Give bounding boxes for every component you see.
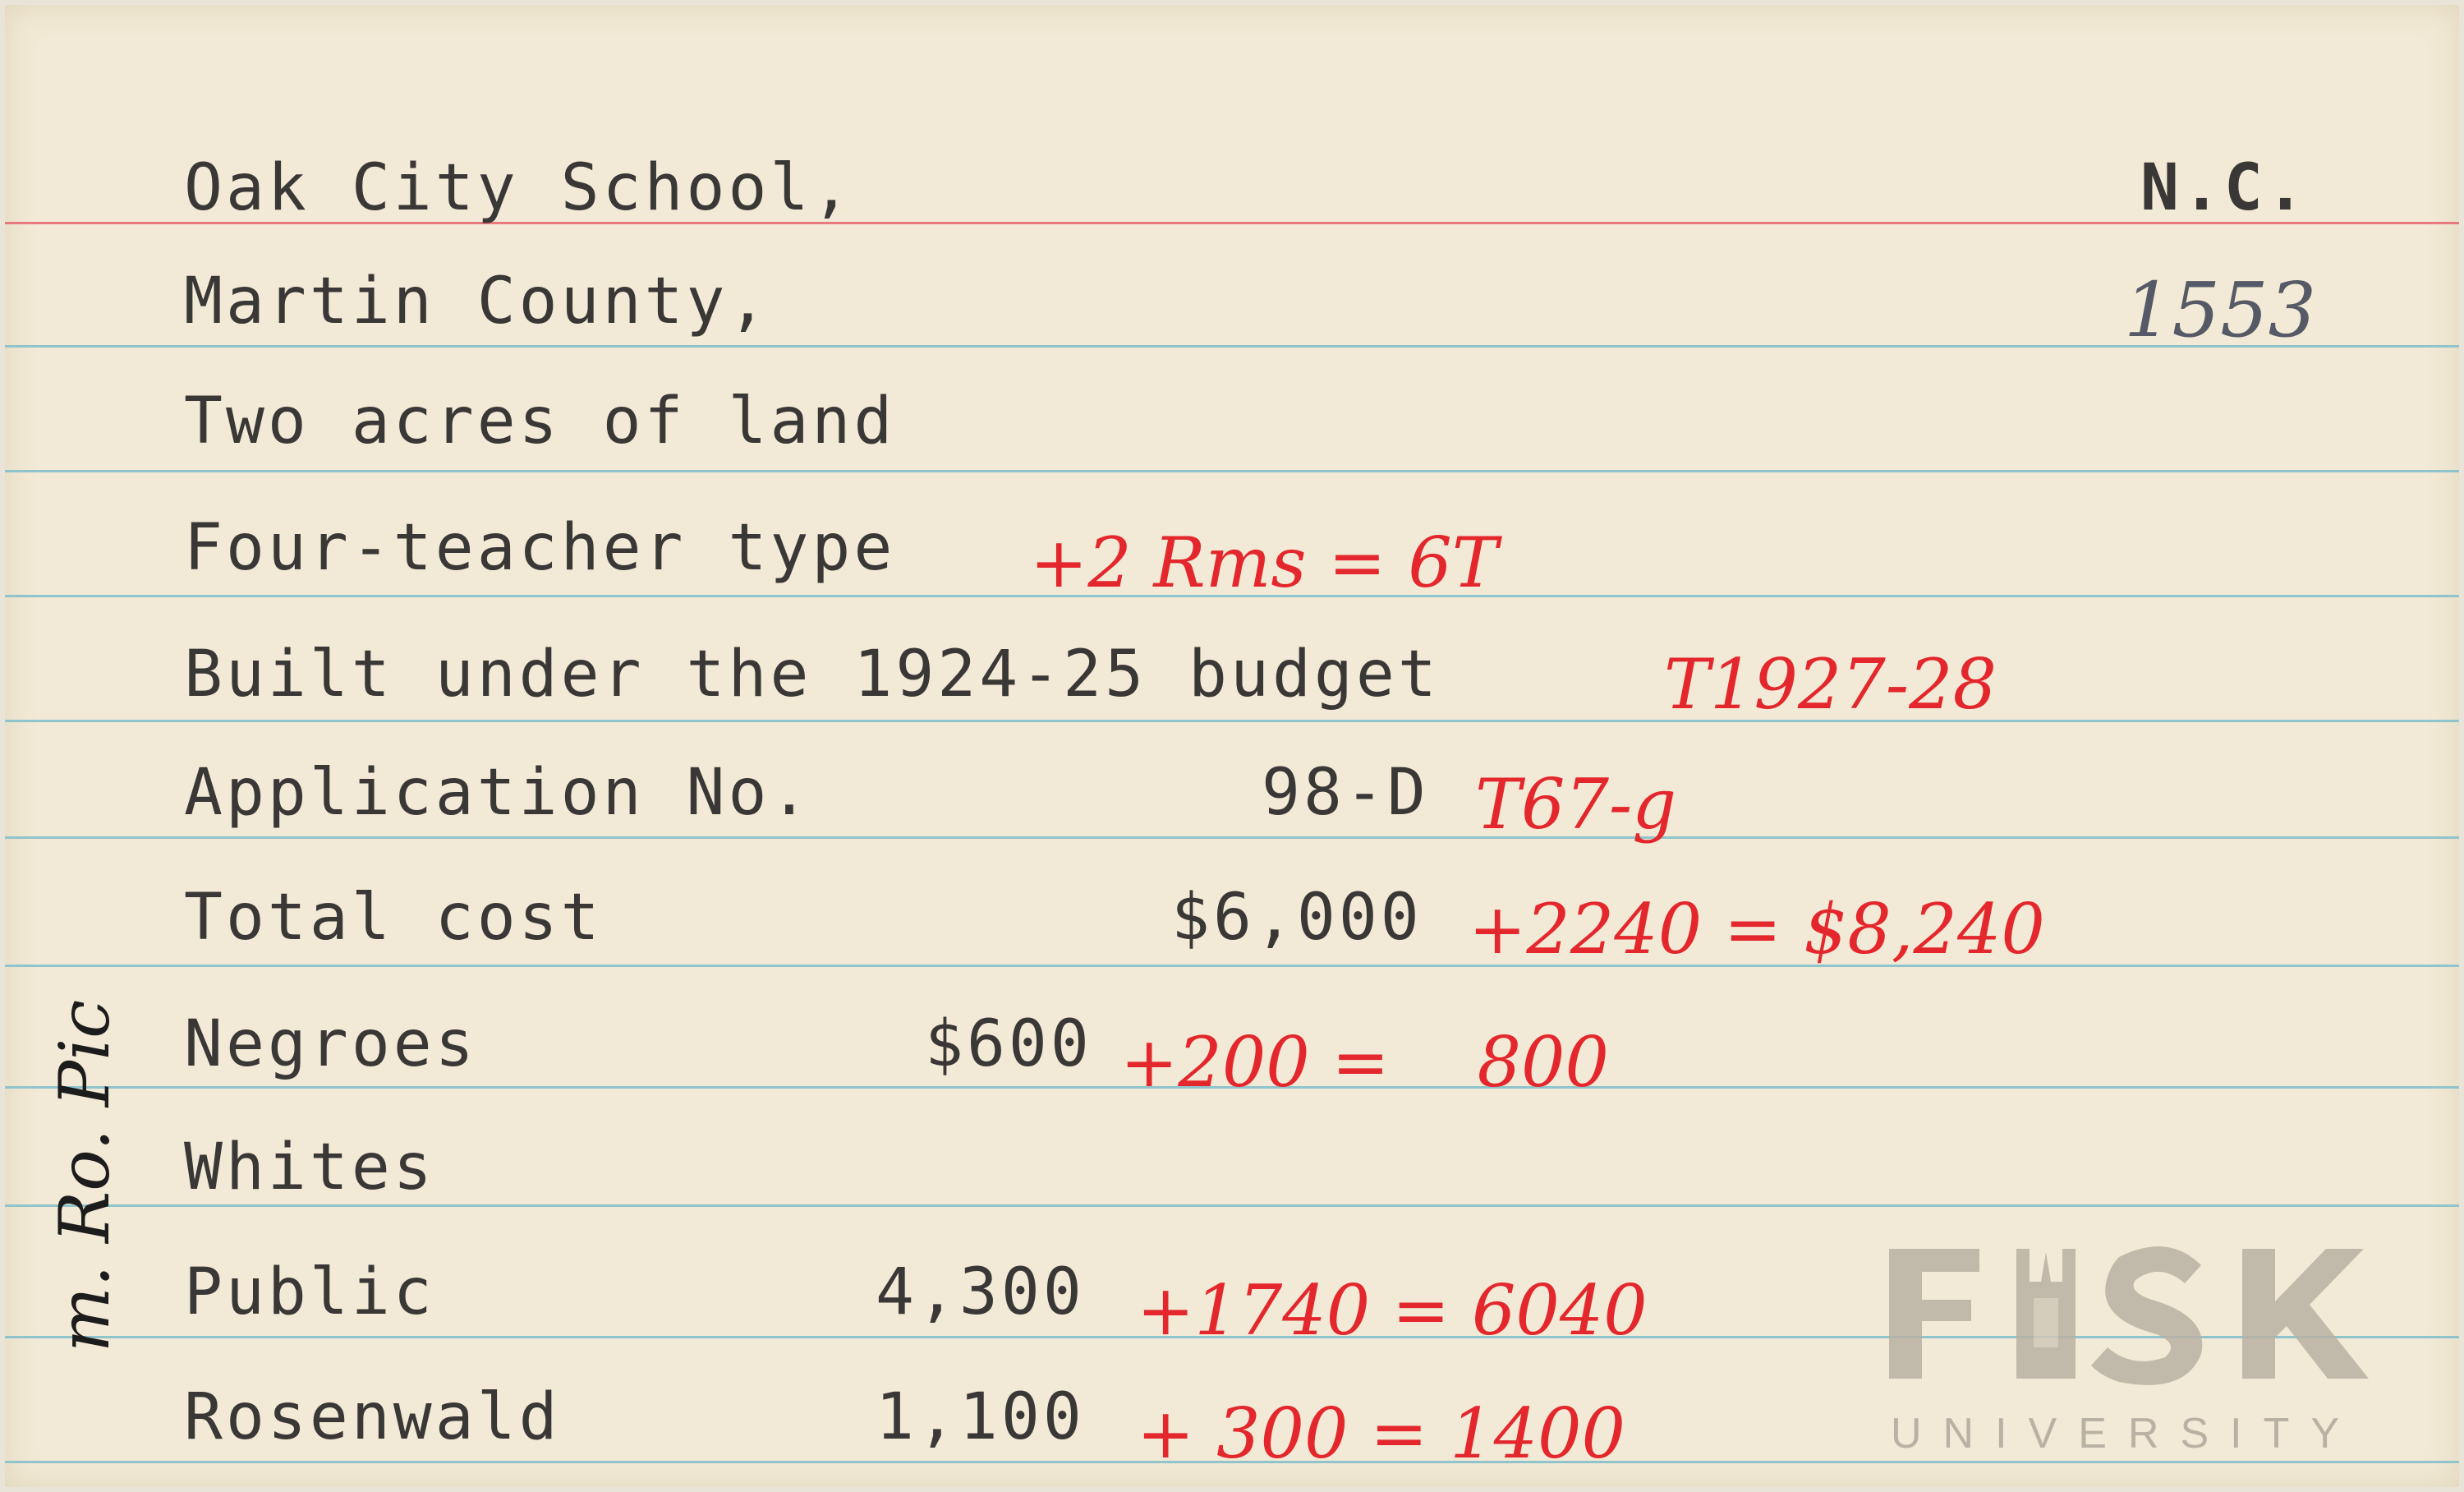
total-cost-annotation: +2240 = $8,240 (1469, 889, 2045, 969)
building-type: Four-teacher type (184, 511, 896, 585)
county-name: Martin County, (184, 265, 770, 338)
rosenwald-annotation: + 300 = 1400 (1137, 1393, 1625, 1474)
state-abbrev: N.C. (2140, 151, 2308, 225)
negroes-annotation: +200 = 800 (1120, 1022, 1609, 1103)
blue-rule (5, 1204, 2459, 1207)
total-cost-label: Total cost (184, 881, 603, 955)
application-number: 98-D (1262, 756, 1429, 830)
rosenwald-label: Rosenwald (184, 1380, 561, 1454)
blue-rule (5, 720, 2459, 722)
building-type-annotation: +2 Rms = 6T (1030, 523, 1498, 603)
school-name: Oak City School, (184, 151, 854, 225)
public-annotation: +1740 = 6040 (1137, 1270, 1648, 1351)
public-label: Public (184, 1255, 435, 1329)
budget-year-annotation: T1927-28 (1664, 644, 1997, 725)
blue-rule (5, 470, 2459, 472)
application-annotation: T67-g (1475, 764, 1677, 845)
pencil-card-number: 1553 (2124, 266, 2317, 354)
watermark-sub: UNIVERSITY (1891, 1410, 2361, 1457)
total-cost-value: $6,000 (1171, 881, 1423, 955)
margin-note: m. Ro. Pic (44, 999, 125, 1352)
negroes-label: Negroes (184, 1007, 477, 1081)
whites-label: Whites (184, 1131, 435, 1204)
public-value: 4,300 (876, 1255, 1085, 1329)
rosenwald-value: 1,100 (876, 1380, 1085, 1454)
budget-year: Built under the 1924-25 budget (184, 638, 1440, 711)
land-size: Two acres of land (184, 385, 896, 458)
blue-rule (5, 345, 2459, 348)
blue-rule (5, 836, 2459, 839)
application-label: Application No. (184, 756, 812, 830)
fisk-university-logo (1881, 1232, 2456, 1471)
blue-rule (5, 965, 2459, 967)
negroes-value: $600 (925, 1007, 1092, 1081)
